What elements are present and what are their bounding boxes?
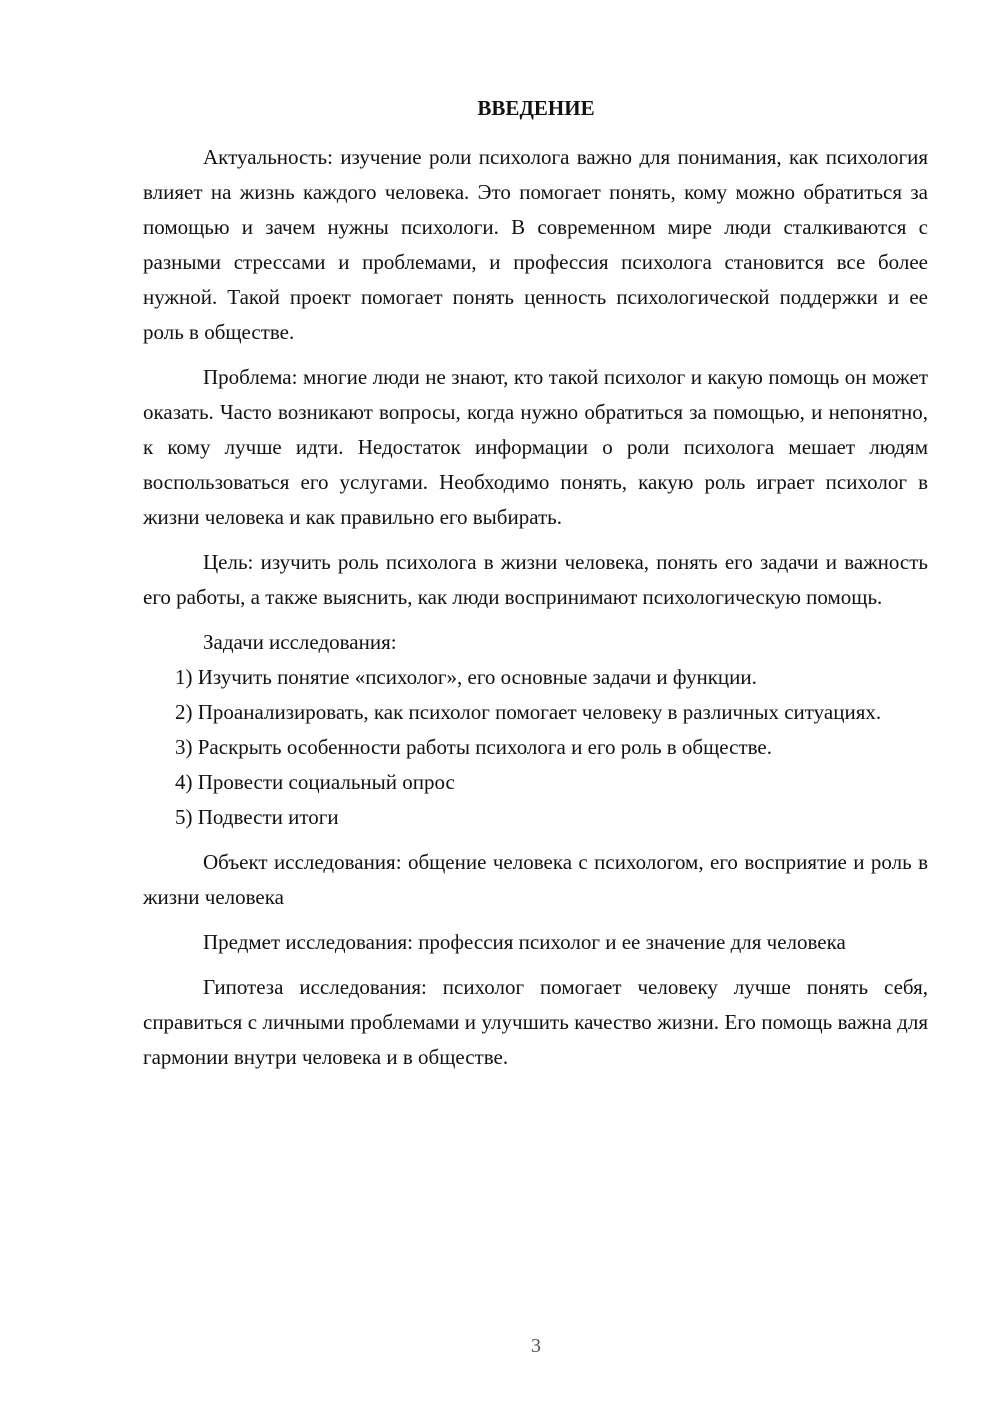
paragraph-subject: Предмет исследования: профессия психолог и ее значение для человека: [203, 930, 846, 954]
tasks-heading: Задачи исследования:: [203, 630, 397, 654]
paragraph-goal: Цель: изучить роль психолога в жизни человека, понять его задачи и важность его работы, а также выяснить, как люди воспринимают психологическую помощь.: [143, 550, 928, 609]
paragraph-hypothesis: Гипотеза исследования: психолог помогает человеку лучше понять себя, справиться с личными проблемами и улучшить качество жизни. Его помощь важна для гармонии внутри человека и в обществе.: [143, 975, 928, 1069]
paragraph-object: Объект исследования: общение человека с психологом, его восприятие и роль в жизни человека: [143, 850, 928, 909]
page-title: ВВЕДЕНИЕ: [477, 96, 595, 120]
paragraph-problem: Проблема: многие люди не знают, кто такой психолог и какую помощь он может оказать. Часто возникают вопросы, когда нужно обратиться за помощью, и непонятно, к кому лучше идти. Недостаток информации о роли психолога мешает людям воспользоваться его услугами. Необходимо понять, какую роль играет психолог в жизни человека и как правильно его выбирать.: [143, 365, 928, 529]
task-item: 1) Изучить понятие «психолог», его основные задачи и функции.: [175, 665, 757, 689]
task-item: 4) Провести социальный опрос: [175, 770, 455, 794]
page-number: 3: [531, 1335, 541, 1357]
task-item: 5) Подвести итоги: [175, 805, 339, 829]
task-item: 3) Раскрыть особенности работы психолога и его роль в обществе.: [175, 735, 772, 759]
task-item: 2) Проанализировать, как психолог помогает человеку в различных ситуациях.: [175, 700, 882, 724]
paragraph-relevance: Актуальность: изучение роли психолога важно для понимания, как психология влияет на жизнь каждого человека. Это помогает понять, кому можно обратиться за помощью и зачем нужны психологи. В современном мире люди сталкиваются с разными стрессами и проблемами, и профессия психолога становится все более нужной. Такой проект помогает понять ценность психологической поддержки и ее роль в обществе.: [143, 145, 928, 344]
document-body: [143, 140, 928, 1075]
